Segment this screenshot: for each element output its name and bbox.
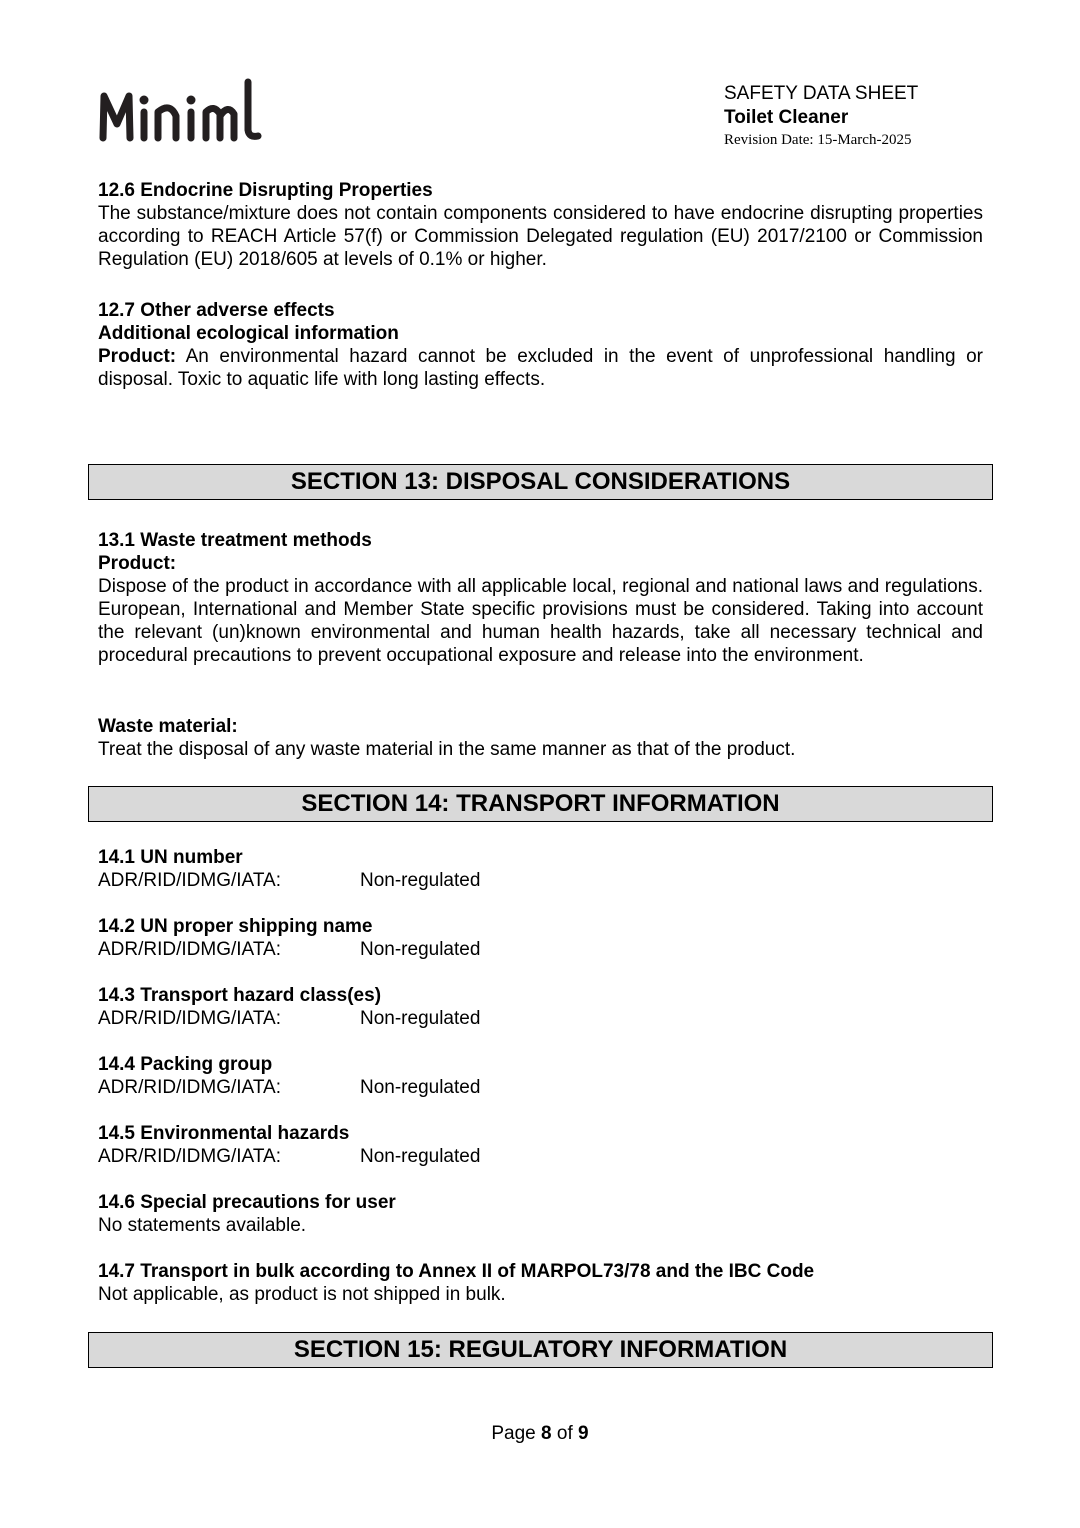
product-label-13: Product: bbox=[98, 553, 177, 574]
revision-date: Revision Date: 15-March-2025 bbox=[724, 132, 912, 148]
text-14-7: Not applicable, as product is not shipped in bulk. bbox=[98, 1284, 506, 1305]
transport-row bbox=[98, 1007, 983, 1030]
product-label: Product: bbox=[98, 346, 177, 367]
section-12-7 bbox=[98, 299, 983, 391]
page-word: Page bbox=[491, 1423, 536, 1444]
waste-label: Waste material: bbox=[98, 716, 238, 737]
document-header bbox=[724, 82, 1024, 150]
transport-14-6 bbox=[98, 1191, 983, 1237]
miniml-logo bbox=[96, 72, 266, 152]
transport-14-5 bbox=[98, 1122, 983, 1168]
transport-14-3 bbox=[98, 984, 983, 1030]
page-total: 9 bbox=[578, 1423, 589, 1444]
of-word: of bbox=[556, 1423, 573, 1444]
transport-14-2 bbox=[98, 915, 983, 961]
heading-14-1: 14.1 UN number bbox=[98, 847, 243, 868]
transport-label: ADR/RID/IDMG/IATA: bbox=[98, 1077, 281, 1098]
text-14-6: No statements available. bbox=[98, 1215, 307, 1236]
transport-14-7 bbox=[98, 1260, 983, 1306]
transport-row bbox=[98, 1076, 983, 1099]
heading-12-7: 12.7 Other adverse effects bbox=[98, 300, 335, 321]
transport-label: ADR/RID/IDMG/IATA: bbox=[98, 870, 281, 891]
heading-14-2: 14.2 UN proper shipping name bbox=[98, 916, 373, 937]
section-13-1 bbox=[98, 529, 983, 667]
section-15-banner: SECTION 15: REGULATORY INFORMATION bbox=[88, 1332, 993, 1368]
heading-13-1: 13.1 Waste treatment methods bbox=[98, 530, 372, 551]
transport-value: Non-regulated bbox=[360, 1077, 481, 1098]
transport-label: ADR/RID/IDMG/IATA: bbox=[98, 1008, 281, 1029]
waste-material bbox=[98, 715, 983, 761]
page-number: 8 bbox=[541, 1423, 552, 1444]
heading-14-3: 14.3 Transport hazard class(es) bbox=[98, 985, 382, 1006]
transport-label: ADR/RID/IDMG/IATA: bbox=[98, 939, 281, 960]
section-13-banner: SECTION 13: DISPOSAL CONSIDERATIONS bbox=[88, 464, 993, 500]
transport-value: Non-regulated bbox=[360, 1008, 481, 1029]
heading-14-5: 14.5 Environmental hazards bbox=[98, 1123, 350, 1144]
transport-value: Non-regulated bbox=[360, 870, 481, 891]
transport-14-4 bbox=[98, 1053, 983, 1099]
doc-title: SAFETY DATA SHEET bbox=[724, 83, 919, 104]
transport-row bbox=[98, 1145, 983, 1168]
text-13-1: Dispose of the product in accordance with all applicable local, regional and national laws and regulations. European, International and Member State specific provisions must be considered. Taking into account the relevant (un)known environmental and human health hazards, take all necessary technical and procedural precautions to prevent occupational exposure and release into the environment. bbox=[98, 576, 983, 666]
transport-label: ADR/RID/IDMG/IATA: bbox=[98, 1146, 281, 1167]
heading-14-6: 14.6 Special precautions for user bbox=[98, 1192, 396, 1213]
transport-row bbox=[98, 869, 983, 892]
subheading-ecological: Additional ecological information bbox=[98, 323, 399, 344]
transport-value: Non-regulated bbox=[360, 1146, 481, 1167]
waste-text: Treat the disposal of any waste material in the same manner as that of the product. bbox=[98, 739, 796, 760]
product-name: Toilet Cleaner bbox=[724, 107, 849, 128]
text-12-7 bbox=[98, 345, 983, 391]
page-footer bbox=[0, 1422, 1080, 1446]
heading-14-7: 14.7 Transport in bulk according to Annex II of MARPOL73/78 and the IBC Code bbox=[98, 1261, 815, 1282]
transport-value: Non-regulated bbox=[360, 939, 481, 960]
heading-14-4: 14.4 Packing group bbox=[98, 1054, 273, 1075]
section-12-6 bbox=[98, 179, 983, 271]
section-14-banner: SECTION 14: TRANSPORT INFORMATION bbox=[88, 786, 993, 822]
text-12-6: The substance/mixture does not contain components considered to have endocrine disrupting properties according to REACH Article 57(f) or Commission Delegated regulation (EU) 2017/2100 or Commission Regulation (EU) 2018/605 at levels of 0.1% or higher. bbox=[98, 203, 983, 270]
transport-row bbox=[98, 938, 983, 961]
heading-12-6: 12.6 Endocrine Disrupting Properties bbox=[98, 180, 433, 201]
transport-14-1 bbox=[98, 846, 983, 892]
product-text: An environmental hazard cannot be excluded in the event of unprofessional handling or disposal. Toxic to aquatic life with long lasting effects. bbox=[98, 346, 983, 390]
